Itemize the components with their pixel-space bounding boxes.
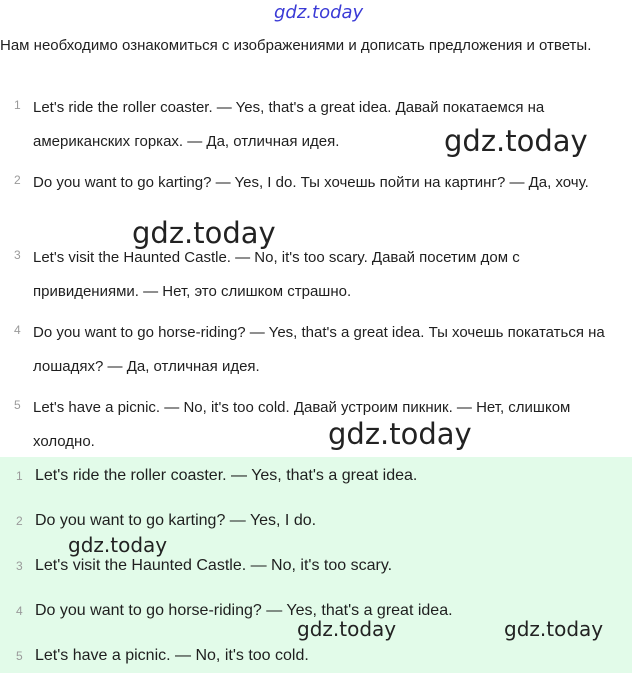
watermark: gdz.today: [444, 124, 588, 158]
item-number: 2: [14, 173, 21, 187]
item-text: Do you want to go horse-riding? — Yes, that's a great idea. Ты хочешь покататься на лошадях? — Да, отличная идея.: [33, 324, 605, 375]
answer-text: Let's have a picnic. — No, it's too cold.: [35, 647, 309, 664]
watermark: gdz.today: [328, 417, 472, 451]
item-text: Let's visit the Haunted Castle. — No, it's too scary. Давай посетим дом с привидениями. — Нет, это слишком страшно.: [33, 249, 520, 300]
answer-number: 5: [16, 649, 23, 663]
item-text: Let's ride the roller coaster. — Yes, that's a great idea. Давай покатаемся на американских горках. — Да, отличная идея.: [33, 99, 545, 150]
item-number: 3: [14, 248, 21, 262]
list-item: [0, 391, 632, 466]
answer-text: Do you want to go horse-riding? — Yes, that's a great idea.: [35, 602, 453, 619]
list-item: [0, 241, 632, 316]
answer-number: 2: [16, 514, 23, 528]
intro-text: Нам необходимо ознакомиться с изображениями и дописать предложения и ответы.: [0, 37, 592, 54]
watermark: gdz.today: [504, 617, 604, 641]
list-item: [0, 166, 632, 241]
item-number: 4: [14, 323, 21, 337]
watermark-top: gdz.today: [274, 2, 364, 23]
list-item: [0, 316, 632, 391]
item-number: 5: [14, 398, 21, 412]
answer-text: Let's ride the roller coaster. — Yes, that's a great idea.: [35, 467, 418, 484]
item-number: 1: [14, 98, 21, 112]
answer-text: Do you want to go karting? — Yes, I do.: [35, 512, 317, 529]
watermark: gdz.today: [132, 216, 276, 250]
answer-item: [0, 637, 632, 682]
watermark: gdz.today: [68, 533, 168, 557]
watermark: gdz.today: [297, 617, 397, 641]
item-text: Do you want to go karting? — Yes, I do. Ты хочешь пойти на картинг? — Да, хочу.: [33, 174, 589, 191]
answer-item: [0, 457, 632, 502]
answer-number: 3: [16, 559, 23, 573]
answer-number: 1: [16, 469, 23, 483]
answer-number: 4: [16, 604, 23, 618]
item-text: Let's have a picnic. — No, it's too cold. Давай устроим пикник. — Нет, слишком холодно.: [33, 399, 571, 450]
answer-text: Let's visit the Haunted Castle. — No, it's too scary.: [35, 557, 393, 574]
